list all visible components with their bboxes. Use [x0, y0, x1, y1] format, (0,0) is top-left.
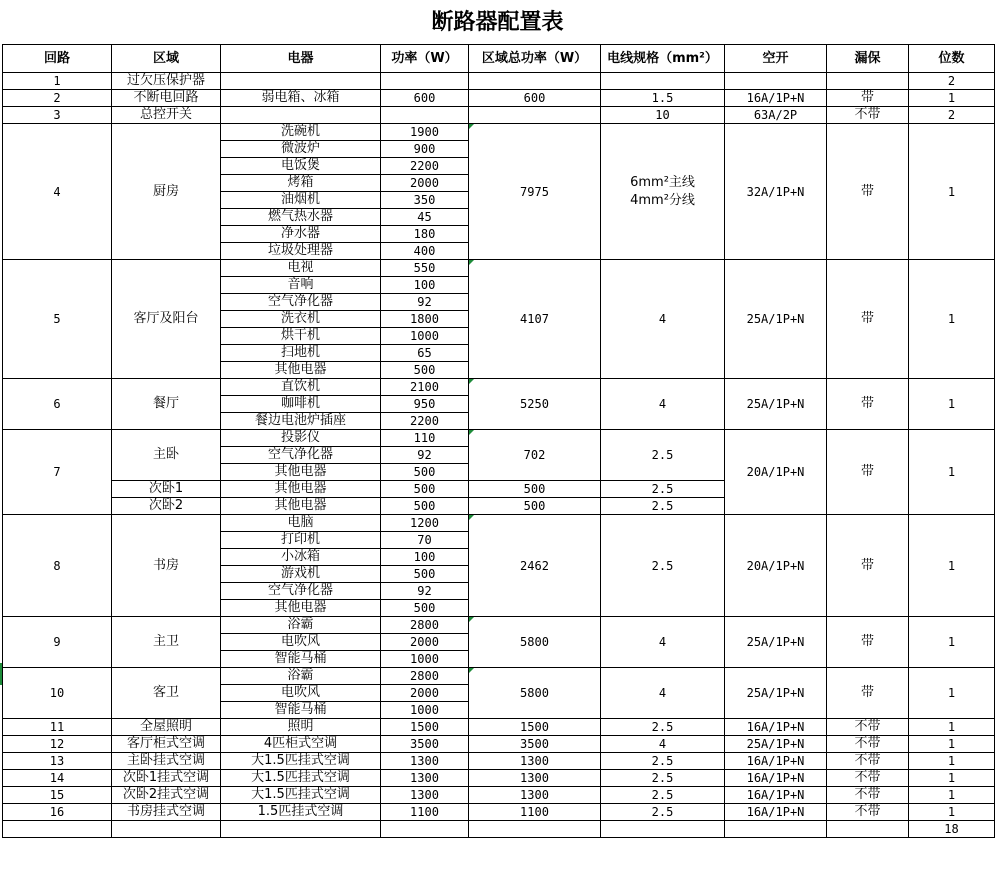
cell[interactable]: 客厅柜式空调 — [112, 736, 221, 753]
table-row — [3, 107, 995, 124]
table-row — [3, 430, 995, 447]
cell[interactable]: 7975 — [469, 124, 601, 260]
cell[interactable]: 空气净化器 — [221, 583, 381, 600]
cell[interactable]: 客厅及阳台 — [112, 260, 221, 379]
cell[interactable]: 4 — [601, 260, 725, 379]
cell[interactable]: 照明 — [221, 719, 381, 736]
cell[interactable]: 其他电器 — [221, 600, 381, 617]
cell[interactable]: 净水器 — [221, 226, 381, 243]
cell[interactable]: 带 — [827, 379, 909, 430]
cell[interactable]: 2.5 — [601, 430, 725, 481]
cell[interactable]: 92 — [381, 583, 469, 600]
cell[interactable]: 16 — [3, 804, 112, 821]
cell[interactable]: 110 — [381, 430, 469, 447]
cell[interactable]: 次卧1挂式空调 — [112, 770, 221, 787]
cell[interactable]: 直饮机 — [221, 379, 381, 396]
cell[interactable]: 过欠压保护器 — [112, 73, 221, 90]
col-header[interactable]: 电线规格（mm²） — [601, 45, 725, 73]
cell[interactable]: 14 — [3, 770, 112, 787]
cell[interactable]: 25A/1P+N — [725, 668, 827, 719]
cell[interactable]: 1 — [909, 668, 995, 719]
wire-branch: 4mm²分线 — [630, 192, 695, 208]
cell[interactable]: 13 — [3, 753, 112, 770]
cell[interactable]: 电饭煲 — [221, 158, 381, 175]
cell[interactable]: 1 — [909, 124, 995, 260]
cell[interactable]: 1300 — [381, 753, 469, 770]
cell[interactable]: 25A/1P+N — [725, 260, 827, 379]
col-header[interactable]: 空开 — [725, 45, 827, 73]
cell[interactable] — [469, 821, 601, 838]
cell[interactable]: 带 — [827, 668, 909, 719]
cell[interactable]: 20A/1P+N — [725, 430, 827, 515]
cell[interactable]: 7 — [3, 430, 112, 515]
cell[interactable]: 1 — [909, 787, 995, 804]
cell[interactable]: 1 — [909, 430, 995, 515]
cell[interactable]: 书房 — [112, 515, 221, 617]
cell[interactable]: 702 — [469, 430, 601, 481]
cell[interactable] — [469, 73, 601, 90]
cell[interactable]: 1.5匹挂式空调 — [221, 804, 381, 821]
cell[interactable]: 5800 — [469, 668, 601, 719]
cell[interactable]: 25A/1P+N — [725, 736, 827, 753]
cell[interactable] — [827, 73, 909, 90]
cell[interactable] — [112, 821, 221, 838]
cell[interactable] — [221, 107, 381, 124]
cell[interactable]: 不断电回路 — [112, 90, 221, 107]
cell[interactable]: 3500 — [469, 736, 601, 753]
cell[interactable]: 5 — [3, 260, 112, 379]
cell[interactable]: 带 — [827, 124, 909, 260]
cell[interactable]: 2 — [909, 73, 995, 90]
cell[interactable]: 不带 — [827, 787, 909, 804]
cell[interactable]: 900 — [381, 141, 469, 158]
cell[interactable]: 不带 — [827, 736, 909, 753]
cell[interactable]: 4107 — [469, 260, 601, 379]
cell[interactable]: 1 — [909, 770, 995, 787]
cell[interactable]: 550 — [381, 260, 469, 277]
cell[interactable]: 智能马桶 — [221, 651, 381, 668]
cell[interactable]: 1300 — [469, 753, 601, 770]
cell[interactable]: 咖啡机 — [221, 396, 381, 413]
cell[interactable]: 4 — [3, 124, 112, 260]
cell[interactable]: 1 — [909, 90, 995, 107]
cell[interactable]: 智能马桶 — [221, 702, 381, 719]
cell[interactable]: 主卧 — [112, 430, 221, 481]
cell[interactable]: 8 — [3, 515, 112, 617]
cell[interactable]: 1300 — [381, 770, 469, 787]
table-row — [3, 804, 995, 821]
col-header[interactable]: 区域 — [112, 45, 221, 73]
cell[interactable]: 32A/1P+N — [725, 124, 827, 260]
cell[interactable]: 总控开关 — [112, 107, 221, 124]
cell[interactable]: 500 — [381, 566, 469, 583]
cell[interactable]: 16A/1P+N — [725, 753, 827, 770]
cell[interactable]: 1900 — [381, 124, 469, 141]
cell[interactable] — [469, 107, 601, 124]
cell[interactable]: 5800 — [469, 617, 601, 668]
cell[interactable]: 500 — [381, 464, 469, 481]
cell[interactable]: 12 — [3, 736, 112, 753]
cell[interactable]: 燃气热水器 — [221, 209, 381, 226]
cell[interactable]: 2.5 — [601, 753, 725, 770]
cell[interactable]: 65 — [381, 345, 469, 362]
cell[interactable]: 1200 — [381, 515, 469, 532]
cell[interactable]: 客卫 — [112, 668, 221, 719]
col-header[interactable]: 电器 — [221, 45, 381, 73]
cell[interactable]: 带 — [827, 515, 909, 617]
cell[interactable]: 电视 — [221, 260, 381, 277]
cell[interactable]: 弱电箱、冰箱 — [221, 90, 381, 107]
cell[interactable]: 扫地机 — [221, 345, 381, 362]
cell[interactable]: 1 — [909, 804, 995, 821]
cell[interactable]: 2.5 — [601, 719, 725, 736]
cell[interactable]: 92 — [381, 447, 469, 464]
page-title: 断路器配置表 — [431, 9, 564, 35]
cell[interactable]: 2000 — [381, 175, 469, 192]
cell[interactable]: 1100 — [469, 804, 601, 821]
table-row — [3, 515, 995, 532]
cell[interactable]: 餐边电池炉插座 — [221, 413, 381, 430]
cell[interactable]: 5250 — [469, 379, 601, 430]
cell[interactable]: 500 — [381, 498, 469, 515]
table-row — [3, 719, 995, 736]
cell[interactable]: 带 — [827, 260, 909, 379]
cell[interactable]: 不带 — [827, 753, 909, 770]
cell[interactable]: 1800 — [381, 311, 469, 328]
cell[interactable] — [221, 821, 381, 838]
cell[interactable]: 3500 — [381, 736, 469, 753]
cell[interactable]: 空气净化器 — [221, 447, 381, 464]
cell[interactable]: 100 — [381, 549, 469, 566]
cell[interactable]: 浴霸 — [221, 668, 381, 685]
cell[interactable]: 1500 — [469, 719, 601, 736]
cell[interactable]: 4 — [601, 379, 725, 430]
cell[interactable]: 1 — [3, 73, 112, 90]
cell[interactable]: 4 — [601, 617, 725, 668]
table-row — [3, 753, 995, 770]
cell[interactable]: 1100 — [381, 804, 469, 821]
cell[interactable] — [3, 821, 112, 838]
cell[interactable]: 不带 — [827, 804, 909, 821]
cell[interactable]: 2.5 — [601, 515, 725, 617]
table-row — [3, 736, 995, 753]
cell[interactable]: 大1.5匹挂式空调 — [221, 787, 381, 804]
cell[interactable]: 500 — [469, 481, 601, 498]
cell[interactable]: 不带 — [827, 107, 909, 124]
table-row — [3, 379, 995, 396]
cell[interactable]: 2200 — [381, 158, 469, 175]
cell[interactable]: 主卫 — [112, 617, 221, 668]
cell[interactable] — [381, 107, 469, 124]
cell[interactable]: 2462 — [469, 515, 601, 617]
cell[interactable]: 投影仪 — [221, 430, 381, 447]
cell[interactable]: 2 — [3, 90, 112, 107]
cell[interactable]: 1000 — [381, 702, 469, 719]
cell[interactable]: 其他电器 — [221, 464, 381, 481]
cell[interactable]: 2800 — [381, 617, 469, 634]
cell[interactable] — [381, 73, 469, 90]
cell[interactable]: 1 — [909, 515, 995, 617]
cell[interactable]: 350 — [381, 192, 469, 209]
table-row — [3, 73, 995, 90]
cell[interactable]: 小冰箱 — [221, 549, 381, 566]
cell[interactable]: 10 — [3, 668, 112, 719]
cell[interactable]: 16A/1P+N — [725, 90, 827, 107]
cell[interactable]: 70 — [381, 532, 469, 549]
cell[interactable]: 2.5 — [601, 498, 725, 515]
cell[interactable]: 不带 — [827, 719, 909, 736]
cell[interactable]: 4 — [601, 736, 725, 753]
sum-row — [3, 821, 995, 838]
col-header[interactable]: 回路 — [3, 45, 112, 73]
col-header[interactable]: 区域总功率（W） — [469, 45, 601, 73]
cell[interactable]: 100 — [381, 277, 469, 294]
cell[interactable]: 厨房 — [112, 124, 221, 260]
cell[interactable]: 全屋照明 — [112, 719, 221, 736]
col-header[interactable]: 位数 — [909, 45, 995, 73]
cell[interactable] — [381, 821, 469, 838]
cell[interactable]: 2.5 — [601, 787, 725, 804]
cell[interactable]: 10 — [601, 107, 725, 124]
cell[interactable]: 1 — [909, 736, 995, 753]
cell[interactable]: 1300 — [381, 787, 469, 804]
cell[interactable]: 音响 — [221, 277, 381, 294]
cell[interactable]: 电脑 — [221, 515, 381, 532]
cell[interactable]: 16A/1P+N — [725, 770, 827, 787]
table-row — [3, 617, 995, 634]
table-row — [3, 260, 995, 277]
cell[interactable]: 次卧1 — [112, 481, 221, 498]
cell[interactable]: 180 — [381, 226, 469, 243]
cell[interactable]: 空气净化器 — [221, 294, 381, 311]
cell[interactable]: 45 — [381, 209, 469, 226]
cell[interactable]: 大1.5匹挂式空调 — [221, 753, 381, 770]
cell[interactable]: 2.5 — [601, 770, 725, 787]
cell[interactable]: 2.5 — [601, 804, 725, 821]
cell[interactable]: 4 — [601, 668, 725, 719]
breaker-config-table — [2, 44, 995, 838]
cell[interactable]: 带 — [827, 617, 909, 668]
cell[interactable]: 油烟机 — [221, 192, 381, 209]
wire-main: 6mm²主线 — [630, 174, 695, 190]
col-header[interactable]: 功率（W） — [381, 45, 469, 73]
cell[interactable]: 500 — [381, 481, 469, 498]
table-row — [3, 787, 995, 804]
cell[interactable]: 16A/1P+N — [725, 787, 827, 804]
table-row — [3, 124, 995, 141]
cell[interactable]: 1 — [909, 617, 995, 668]
cell[interactable]: 1 — [909, 379, 995, 430]
col-header[interactable]: 漏保 — [827, 45, 909, 73]
cell[interactable]: 9 — [3, 617, 112, 668]
cell[interactable] — [725, 73, 827, 90]
cell[interactable] — [601, 821, 725, 838]
cell[interactable]: 25A/1P+N — [725, 379, 827, 430]
cell[interactable]: 950 — [381, 396, 469, 413]
table-row — [3, 90, 995, 107]
total-bits-cell[interactable]: 18 — [909, 821, 995, 838]
cell[interactable]: 1 — [909, 753, 995, 770]
cell[interactable]: 2800 — [381, 668, 469, 685]
cell[interactable] — [601, 124, 725, 260]
cell[interactable]: 25A/1P+N — [725, 617, 827, 668]
cell[interactable]: 20A/1P+N — [725, 515, 827, 617]
cell[interactable]: 2000 — [381, 685, 469, 702]
cell[interactable]: 16A/1P+N — [725, 719, 827, 736]
cell[interactable]: 垃圾处理器 — [221, 243, 381, 260]
cell[interactable]: 打印机 — [221, 532, 381, 549]
table-row — [3, 770, 995, 787]
cell[interactable]: 浴霸 — [221, 617, 381, 634]
cell[interactable]: 1 — [909, 260, 995, 379]
cell[interactable]: 6 — [3, 379, 112, 430]
cell[interactable]: 92 — [381, 294, 469, 311]
cell[interactable] — [725, 821, 827, 838]
cell[interactable]: 2000 — [381, 634, 469, 651]
cell[interactable]: 1.5 — [601, 90, 725, 107]
cell[interactable]: 烤箱 — [221, 175, 381, 192]
cell[interactable]: 500 — [469, 498, 601, 515]
cell[interactable] — [601, 73, 725, 90]
cell[interactable]: 400 — [381, 243, 469, 260]
cell[interactable]: 餐厅 — [112, 379, 221, 430]
header-row — [3, 45, 995, 73]
cell[interactable]: 1000 — [381, 328, 469, 345]
cell[interactable]: 600 — [381, 90, 469, 107]
cell[interactable]: 其他电器 — [221, 481, 381, 498]
cell[interactable]: 其他电器 — [221, 362, 381, 379]
cell[interactable]: 洗碗机 — [221, 124, 381, 141]
cell[interactable]: 烘干机 — [221, 328, 381, 345]
cell[interactable]: 1000 — [381, 651, 469, 668]
cell[interactable]: 主卧挂式空调 — [112, 753, 221, 770]
table-row — [3, 668, 995, 685]
cell[interactable]: 电吹风 — [221, 685, 381, 702]
cell[interactable]: 2.5 — [601, 481, 725, 498]
cell[interactable]: 1300 — [469, 787, 601, 804]
cell[interactable]: 其他电器 — [221, 498, 381, 515]
cell[interactable]: 63A/2P — [725, 107, 827, 124]
cell[interactable]: 大1.5匹挂式空调 — [221, 770, 381, 787]
cell[interactable] — [221, 73, 381, 90]
cell[interactable]: 1 — [909, 719, 995, 736]
cell[interactable]: 游戏机 — [221, 566, 381, 583]
cell[interactable]: 3 — [3, 107, 112, 124]
cell[interactable]: 洗衣机 — [221, 311, 381, 328]
cell[interactable]: 电吹风 — [221, 634, 381, 651]
cell[interactable]: 1500 — [381, 719, 469, 736]
cell[interactable]: 次卧2挂式空调 — [112, 787, 221, 804]
cell[interactable]: 书房挂式空调 — [112, 804, 221, 821]
cell[interactable]: 4匹柜式空调 — [221, 736, 381, 753]
cell[interactable]: 微波炉 — [221, 141, 381, 158]
cell[interactable]: 次卧2 — [112, 498, 221, 515]
cell[interactable] — [827, 821, 909, 838]
cell[interactable]: 16A/1P+N — [725, 804, 827, 821]
cell[interactable]: 500 — [381, 600, 469, 617]
cell[interactable]: 带 — [827, 430, 909, 515]
cell[interactable]: 2200 — [381, 413, 469, 430]
cell[interactable]: 2100 — [381, 379, 469, 396]
cell[interactable]: 11 — [3, 719, 112, 736]
cell[interactable]: 1300 — [469, 770, 601, 787]
cell[interactable]: 500 — [381, 362, 469, 379]
cell[interactable]: 15 — [3, 787, 112, 804]
cell[interactable]: 带 — [827, 90, 909, 107]
cell[interactable]: 不带 — [827, 770, 909, 787]
cell[interactable]: 2 — [909, 107, 995, 124]
cell[interactable]: 600 — [469, 90, 601, 107]
